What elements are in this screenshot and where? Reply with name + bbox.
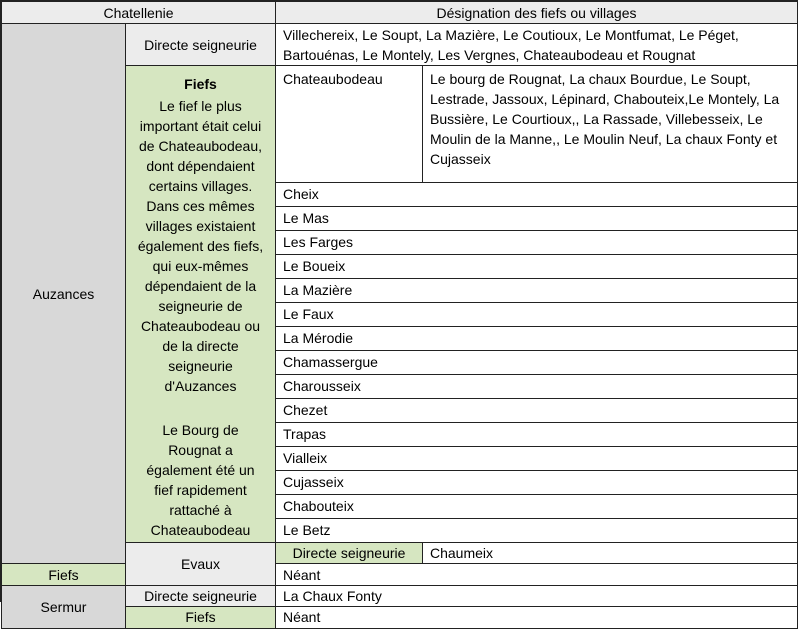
chatellenie-evaux: Evaux [126,543,276,586]
chateaubodeau-villages: Le bourg de Rougnat, La chaux Bourdue, Le Soupt, Lestrade, Jassoux, Lépinard, Chabouteix,Le Montely, La Bussière, Le Courtioux,, La Rassade, Villebesseix, Le Moulin de la Manne,, Le Moulin Neuf, La chaux Fonty et Cujasseix [423,66,798,183]
chatellenie-auzances: Auzances [2,24,126,564]
auzances-fiefs-cell [126,66,276,543]
fief-item: Chamassergue [276,350,798,374]
fiefs-table [1,1,798,629]
chatellenie-sermur: Sermur [2,585,126,628]
fief-item: Cheix [276,182,798,206]
evaux-directe-value: Chaumeix [423,543,798,564]
fief-item: Les Farges [276,230,798,254]
auzances-directe-row [2,24,798,66]
fief-item: Le Faux [276,302,798,326]
fief-chateaubodeau: Chateaubodeau [276,66,423,183]
fief-item: Le Betz [276,518,798,542]
fief-item: La Mazière [276,278,798,302]
header-chatellenie: Chatellenie [2,2,276,24]
fief-item: Cujasseix [276,470,798,494]
auzances-directe-villages: Villechereix, Le Soupt, La Mazière, Le Coutioux, Le Montfumat, Le Péget, Bartouénas, Le Montely, Les Vergnes, Chateaubodeau et Rougnat [276,24,798,66]
sermur-directe-value: La Chaux Fonty [276,585,798,606]
auzances-fiefs-title: Fiefs [184,76,217,92]
auzances-directe-label: Directe seigneurie [126,24,276,66]
sermur-directe-label: Directe seigneurie [126,585,276,606]
header-row [2,2,798,24]
evaux-fiefs-row [2,564,798,585]
fief-item: La Mérodie [276,326,798,350]
sermur-fiefs-value: Néant [276,607,798,628]
fief-item: Vialleix [276,446,798,470]
sermur-directe-row [2,585,798,606]
evaux-fiefs-label: Fiefs [2,564,126,585]
fief-item: Le Boueix [276,254,798,278]
fief-item: Chabouteix [276,494,798,518]
fief-item: Trapas [276,422,798,446]
sermur-fiefs-label: Fiefs [126,607,276,628]
evaux-fiefs-value: Néant [276,564,798,585]
fief-item: Chezet [276,398,798,422]
header-designation: Désignation des fiefs ou villages [276,2,798,24]
evaux-directe-label: Directe seigneurie [276,543,423,564]
fief-item: Le Mas [276,206,798,230]
auzances-fiefs-note-1: Le fief le plus important était celui de Chateaubodeau, dont dépendaient certains villages. Dans ces mêmes villages existaient également des fiefs, qui eux-mêmes dépendaient de la seigneurie de Chateaubodeau ou de la directe seigneurie d'Auzances [137,98,264,394]
fief-item: Charousseix [276,374,798,398]
auzances-fiefs-note-2: Le Bourg de Rougnat a également été un fief rapidement rattaché à Chateaubodeau [146,422,255,538]
